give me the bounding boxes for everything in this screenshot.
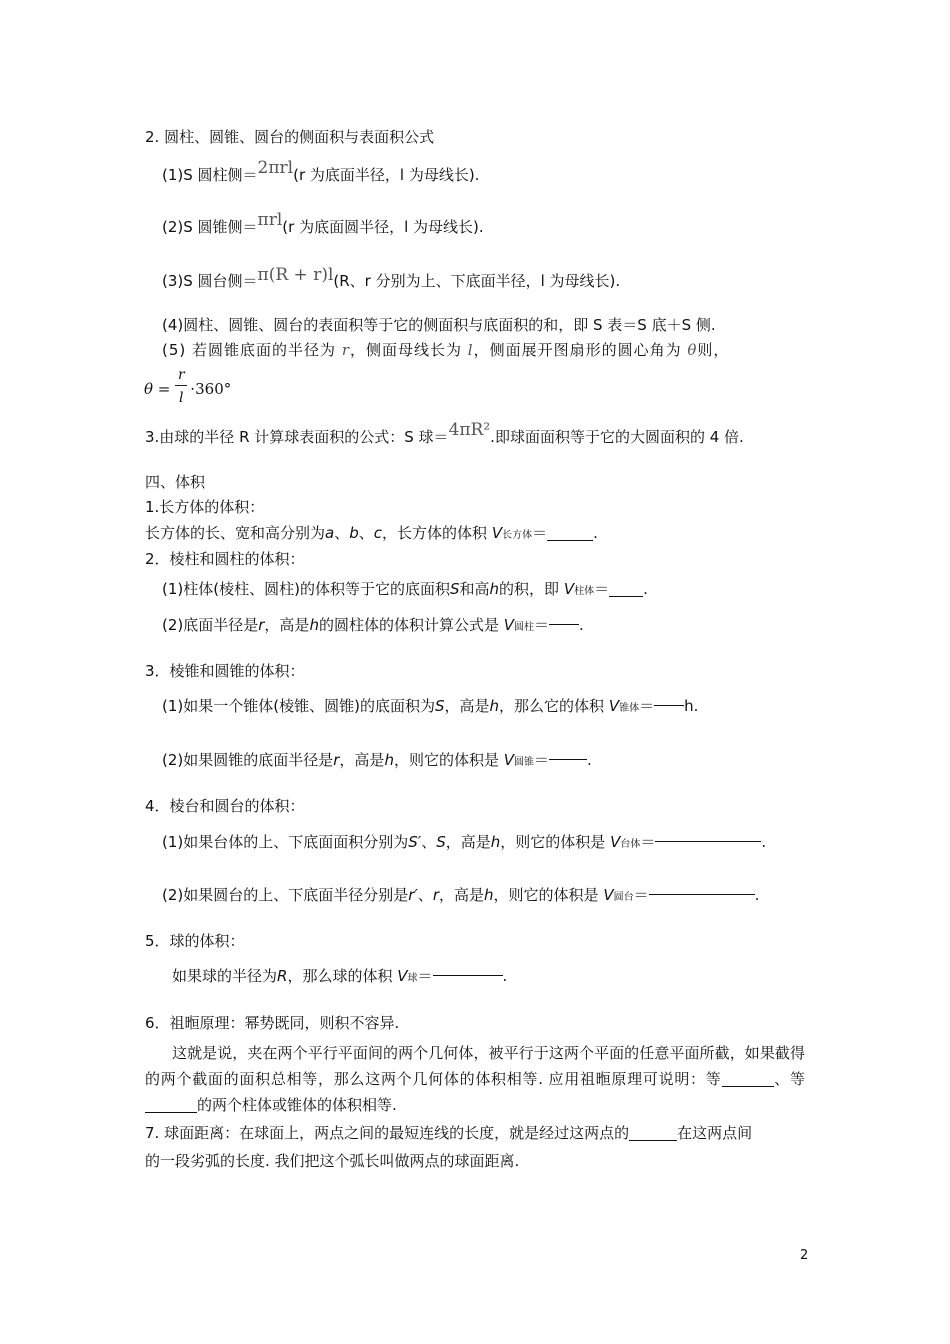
item-2-5-text-4: 则， [697,341,730,359]
var-theta: θ [687,341,698,359]
s4-item-1 [162,833,766,853]
period: . [754,886,760,904]
item-2-2-post: (r 为底面圆半径，l 为母线长). [282,218,484,236]
var-h: h [489,580,500,598]
answer-dash-frustum-body [655,841,761,842]
answer-blank-cuboid [547,526,593,541]
s3-title: 3．棱锥和圆锥的体积： [145,662,305,680]
s1-text-1: 长方体的长、宽和高分别为 [145,524,326,542]
section-3-pre: 3.由球的半径 R 计算球表面积的公式：S 球＝ [145,428,449,446]
answer-dash-sphere [433,975,503,976]
subscript-sphere: 球 [407,973,418,984]
var-c: c [373,524,383,542]
period: . [593,524,598,542]
s5-text-2: ，那么球的体积 [287,967,393,985]
var-h: h [309,616,319,634]
var-r: r [341,341,350,359]
answer-blank-zuxuan-1 [722,1072,774,1087]
item-2-2 [162,210,484,238]
s4-i2-text-2: ，高是 [439,886,485,904]
section-2-title: 2. 圆柱、圆锥、圆台的侧面积与表面积公式 [145,128,435,146]
answer-dash-cone-body [654,705,684,706]
s7-text-1: 7. 球面距离：在球面上，两点之间的最短连线的长度，就是经过这两点的 [145,1124,630,1142]
var-V: V [563,580,575,598]
var-V: V [491,524,503,542]
answer-dash-cylinder [549,624,579,625]
item-2-1 [162,158,480,186]
s3-item-2 [162,751,592,771]
var-r: r [432,886,440,904]
s4-i2-text-3: ，则它的体积是 [493,886,599,904]
item-2-5 [162,341,729,361]
equals-sign: ＝ [639,697,655,715]
s1-title: 1.长方体的体积： [145,498,265,516]
equals-sign: ＝ [594,580,610,598]
s7-line-1 [145,1124,752,1144]
item-2-3-post: (R、r 分别为上、下底面半径，l 为母线长). [333,272,621,290]
period: . [502,967,508,985]
s3-i1-text-1: (1)如果一个锥体(棱锥、圆锥)的底面积为 [162,697,435,715]
answer-dash-frustum [649,894,755,895]
answer-blank-prism [609,582,643,597]
s2-i1-text-2: 和高 [459,580,490,598]
s7-text-2: 在这两点间 [677,1124,753,1142]
s1-text-2: ，长方体的体积 [382,524,488,542]
var-r-prime: r′ [408,886,418,904]
equals-sign: ＝ [534,616,550,634]
s3-i1-text-3: ，那么它的体积 [499,697,605,715]
period: . [643,580,648,598]
item-2-5-text-3: ，侧面展开图扇形的圆心角为 [473,341,682,359]
fraction-denominator: l [179,390,184,406]
equals-sign: ＝ [633,886,649,904]
var-V: V [503,616,515,634]
s1-sep-2: 、 [358,524,374,542]
period: . [579,616,584,634]
var-S-prime: S′ [408,833,422,851]
s5-title: 5．球的体积： [145,932,245,950]
var-V: V [503,751,515,769]
theta-rest: ⋅360° [190,380,232,398]
equals-sign: ＝ [532,524,548,542]
subscript-frustum-body: 台体 [620,839,641,850]
s4-i1-text-3: ，则它的体积是 [500,833,606,851]
s2-i2-text-2: ，高是 [264,616,310,634]
var-V: V [608,697,620,715]
s6-paragraph [145,1040,805,1118]
s2-i2-text-3: 的圆柱体的体积计算公式是 [318,616,499,634]
formula-pirl: πrl [257,210,283,230]
s5-text-1: 如果球的半径为 [172,967,278,985]
s3-item-1 [162,697,698,717]
var-R: R [277,967,288,985]
period: . [587,751,592,769]
var-h: h [490,833,501,851]
s4-i2-sep: 、 [417,886,433,904]
s4-item-2 [162,886,759,906]
var-h: h [484,886,494,904]
subscript-cylinder: 圆柱 [514,622,535,633]
var-V: V [397,967,408,985]
subscript-cone-body: 锥体 [619,703,640,714]
s2-item-1 [162,580,648,600]
item-2-1-pre: (1)S 圆柱侧＝ [162,166,258,184]
s4-i1-text-1: (1)如果台体的上、下底面面积分别为 [162,833,409,851]
var-a: a [325,524,335,542]
formula-2pirl: 2πrl [257,158,294,178]
answer-blank-great-circle [629,1126,677,1141]
page-number: 2 [800,1248,809,1263]
s6-text-3: 的两个柱体或锥体的体积相等. [197,1096,397,1114]
subscript-cone: 圆锥 [514,757,535,768]
s4-i2-text-1: (2)如果圆台的上、下底面半径分别是 [162,886,409,904]
section-3-post: .即球面面积等于它的大圆面积的 4 倍. [490,428,744,446]
s6-title: 6．祖暅原理：幂势既同，则积不容异. [145,1014,400,1032]
item-2-1-post: (r 为底面半径，l 为母线长). [293,166,480,184]
var-S: S [434,697,445,715]
var-V: V [603,886,614,904]
var-S: S [449,580,460,598]
section-3 [145,420,744,448]
var-V: V [610,833,621,851]
s3-i1-text-2: ，高是 [444,697,490,715]
part-4-heading: 四、体积 [145,473,206,491]
subscript-cuboid: 长方体 [502,530,533,541]
fraction-numerator: r [178,367,185,383]
formula-4piR2: 4πR² [448,420,491,440]
s2-i1-text-3: 的积，即 [499,580,560,598]
equals-sign: ＝ [640,833,656,851]
s1-text [145,524,598,544]
s3-i2-text-3: ，则它的体积是 [393,751,499,769]
subscript-prism: 柱体 [574,586,595,597]
s2-title: 2．棱柱和圆柱的体积： [145,550,305,568]
equals-sign: ＝ [417,967,433,985]
answer-blank-zuxuan-2 [145,1098,197,1113]
s2-i1-text-1: (1)柱体(棱柱、圆柱)的体积等于它的底面积 [162,580,450,598]
s7-line-2: 的一段劣弧的长度. 我们把这个弧长叫做两点的球面距离. [145,1152,520,1170]
item-2-2-pre: (2)S 圆锥侧＝ [162,218,258,236]
s2-i2-text-1: (2)底面半径是 [162,616,259,634]
var-r: r [333,751,340,769]
s3-i2-text-1: (2)如果圆锥的底面半径是 [162,751,334,769]
var-b: b [349,524,359,542]
fraction-bar [175,385,187,386]
item-2-5-text-2: ，侧面母线长为 [349,341,462,359]
s2-item-2 [162,616,584,636]
s5-text [172,967,507,987]
var-h: h [489,697,500,715]
s3-i2-text-2: ，高是 [339,751,385,769]
subscript-frustum: 圆台 [613,892,634,903]
s4-title: 4．棱台和圆台的体积： [145,797,305,815]
s1-sep-1: 、 [334,524,350,542]
item-2-3-pre: (3)S 圆台侧＝ [162,272,258,290]
var-r: r [258,616,265,634]
s4-i1-text-2: ，高是 [445,833,491,851]
s6-text-2: 、等 [773,1070,805,1088]
var-h: h [384,751,394,769]
item-2-5-text-1: (5) 若圆锥底面的半径为 [162,341,337,359]
item-2-4: (4)圆柱、圆锥、圆台的表面积等于它的侧面积与底面积的和，即 S 表＝S 底＋S 侧. [162,316,716,334]
formula-pi-R-plus-r-l: π(R + r)l [257,265,334,285]
item-2-3 [162,265,621,292]
equals-sign: ＝ [534,751,550,769]
var-S: S [436,833,446,851]
theta-lhs: θ = [144,380,171,398]
period: . [761,833,767,851]
var-l: l [467,341,474,359]
h-period: h. [684,697,699,715]
s4-i1-sep: 、 [421,833,437,851]
s6-text-1: 这就是说，夹在两个平行平面间的两个几何体，被平行于这两个平面的任意平面所截，如果截得的两个截面的面积总相等，那么这两个几何体的体积相等. 应用祖暅原理可说明：等 [145,1044,805,1088]
answer-dash-cone [549,759,587,760]
